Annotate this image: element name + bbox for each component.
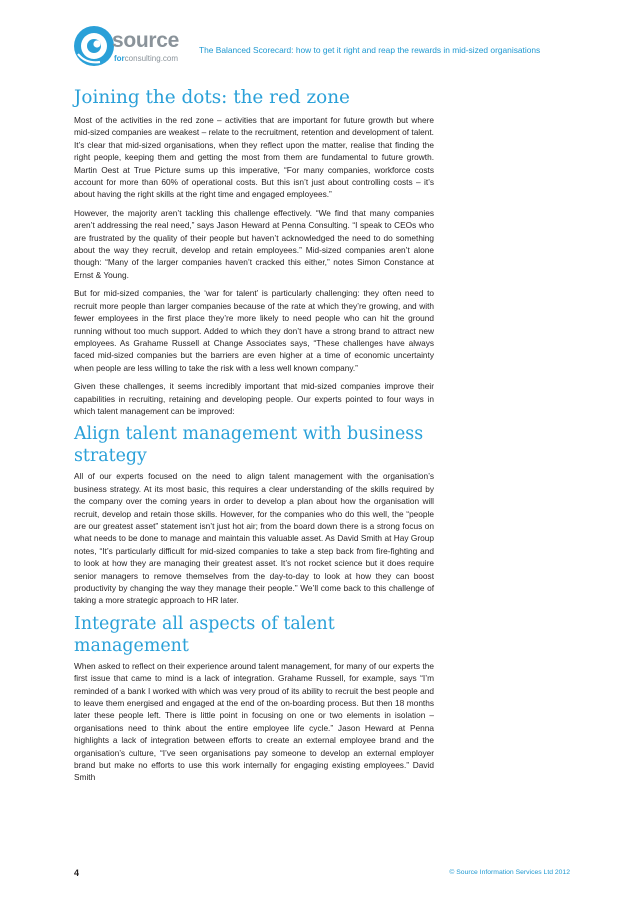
section-heading-red-zone: Joining the dots: the red zone xyxy=(74,87,350,108)
running-title: The Balanced Scorecard: how to get it right and reap the rewards in mid-sized organisations xyxy=(199,45,541,55)
section-heading-align-talent: Align talent management with business strategy xyxy=(74,424,424,467)
logo-subtext: forconsulting.com xyxy=(114,54,179,63)
logo-wordmark: source xyxy=(112,29,180,52)
paragraph: But for mid-sized companies, the ‘war for talent’ is particularly challenging: they often need to recruit more people than larger companies because of the rate at which they’re growing, and with fewer employees in the first place they’re more likely to need people who can hit the ground running without too much support. Added to which they don’t have a strong brand to attract new employees. As Grahame Russell at Change Associates says, “These challenges have always faced mid-sized companies but the barriers are even higher at a time of economic uncertainty when people are less willing to take the risk with a less well known company.” xyxy=(74,288,434,373)
page-number: 4 xyxy=(74,868,80,878)
copyright-notice: © Source Information Services Ltd 2012 xyxy=(449,869,570,876)
paragraph: All of our experts focused on the need to align talent management with the organisation’s business strategy. At its most basic, this requires a clear understanding of the skills required by the company over the coming years in order to develop a plan about how the organisation will recruit, develop and retain those skills. However, for the companies who do this well, the “people are our greatest asset” statement isn’t just hot air; from the board down there is a strong focus on what needs to be done to manage and maintain this valuable asset. As David Smith at Hay Group notes, “It’s particularly difficult for mid-sized companies to take a step back from fire-fighting and to look at how they are managing their greatest asset. It’s not rocket science but it does require senior managers to remove themselves from the day-to-day to look at how they can boost productivity by changing the way they manage their people.” We’ll come back to this challenge of taking a more strategic approach to HR later. xyxy=(74,471,434,606)
paragraph: When asked to reflect on their experience around talent management, for many of our experts the first issue that came to mind is a lack of integration. Grahame Russell, for example, says “I’m reminded of a bank I worked with which was very proud of its ability to recruit the best people and to leave them energised and engaged at the end of the on-boarding process. But then 18 months later these people left. There is little point in focusing on one or two elements in isolation – organisations need to think about the entire employee life cycle.” Jason Heward at Penna highlights a lack of integration between efforts to create an external employee brand and the organisation’s culture, “I’ve seen organisations pay someone to develop an external employer brand but make no efforts to use this work internally for engaging existing employees.” David Smith xyxy=(74,660,434,783)
page-header xyxy=(0,0,638,80)
paragraph: However, the majority aren’t tackling this challenge effectively. “We find that many companies aren’t addressing the real need,” says Jason Heward at Penna Consulting. “I speak to CEOs who are frustrated by the quality of their people but haven’t acknowledged the need to do something about the way they recruit, develop and retain employees.” Mid-sized companies aren’t alone though: “Many of the larger companies haven’t cracked this either,” notes Simon Constance at Ernst & Young. xyxy=(74,207,434,280)
paragraph: Given these challenges, it seems incredibly important that mid-sized companies improve their capabilities in recruiting, retaining and developing people. Our experts pointed to four ways in which talent management can be improved: xyxy=(74,381,434,416)
section-heading-integrate-talent: Integrate all aspects of talent management xyxy=(74,613,335,656)
paragraph: Most of the activities in the red zone – activities that are important for future growth but where mid-sized companies are weakest – relate to the recruitment, retention and development of talent. It’s clear that mid-sized organisations, when they reflect upon the matter, realise that finding the right people, keeping them and getting the most from them are fundamental to future growth. Martin Oest at True Picture sums up this imperative, “For many companies, workforce costs account for more than 60% of operational costs. But this isn’t just about controlling costs – it’s about having the right skills at the right time and engaged employees.” xyxy=(74,115,434,200)
source-logo xyxy=(72,24,192,68)
article-body xyxy=(74,86,434,790)
swirl-logo-icon xyxy=(72,24,116,68)
